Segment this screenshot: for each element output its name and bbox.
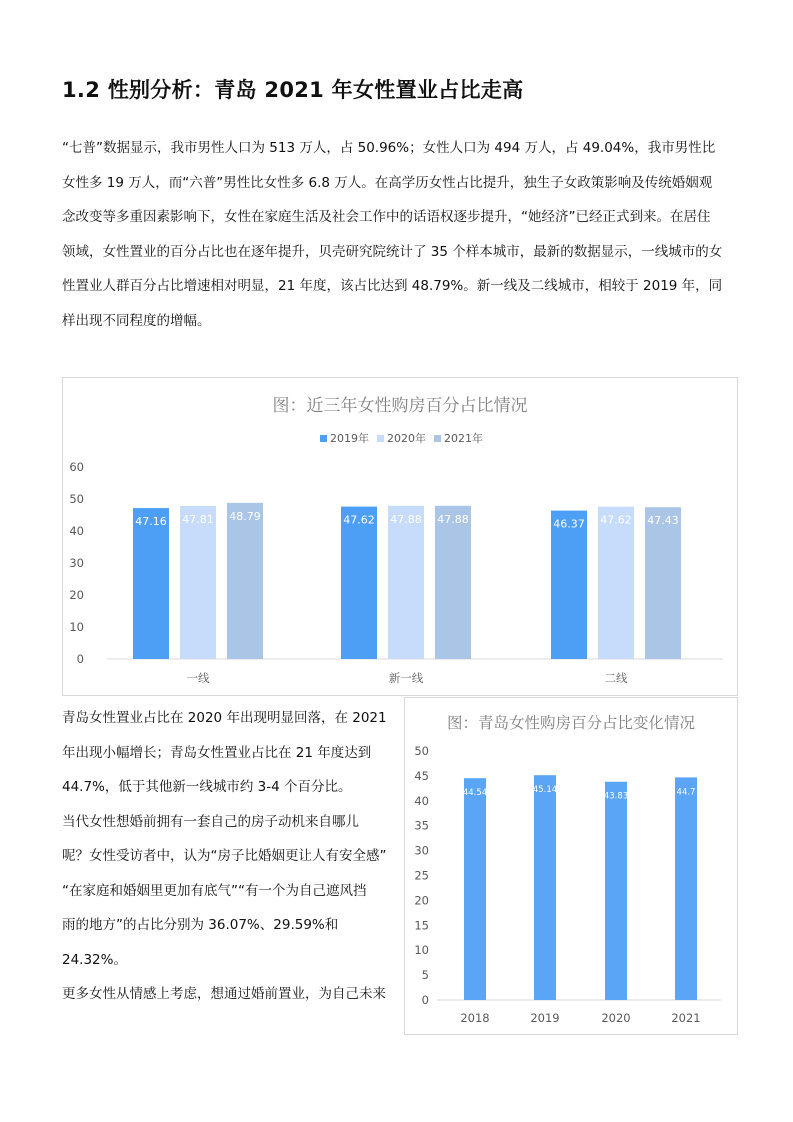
legend-swatch [434, 435, 441, 442]
y-tick-label: 30 [69, 556, 84, 570]
x-tick-label: 2021 [671, 1011, 701, 1025]
y-tick-label: 60 [69, 460, 84, 474]
y-tick-label: 45 [414, 768, 429, 783]
x-tick-label: 2019 [530, 1011, 560, 1025]
x-tick-label: 新一线 [388, 671, 424, 685]
data-label: 47.16 [135, 515, 167, 529]
bar [133, 508, 169, 659]
data-label: 47.88 [390, 512, 422, 526]
legend-label: 2019年 [330, 432, 369, 445]
side-paragraph [62, 701, 397, 1012]
data-label: 47.62 [600, 513, 632, 527]
data-label: 44.7 [676, 787, 696, 798]
side-line: 当代女性想婚前拥有一套自己的房子动机来自哪儿 [62, 813, 359, 830]
y-tick-label: 40 [69, 524, 84, 538]
side-line: 呢？女性受访者中，认为“房子比婚姻更让人有安全感” [62, 848, 387, 864]
x-tick-label: 2020 [601, 1011, 631, 1025]
side-line: 青岛女性置业占比在 2020 年出现明显回落，在 2021 [62, 710, 387, 726]
legend-label: 2021年 [444, 432, 483, 445]
chart-qingdao-female-purchase [404, 697, 738, 1035]
side-line: 雨的地方”的占比分别为 36.07%、29.59%和 24.32%。 [62, 917, 339, 968]
y-tick-label: 0 [76, 652, 84, 666]
y-tick-label: 20 [69, 588, 84, 602]
bar [435, 506, 471, 659]
x-tick-label: 一线 [186, 671, 210, 685]
data-label: 44.54 [462, 788, 488, 799]
data-label: 47.62 [343, 513, 375, 527]
y-tick-label: 15 [414, 918, 429, 933]
chart2-svg [405, 698, 737, 1034]
y-tick-label: 30 [414, 843, 429, 858]
y-tick-label: 25 [414, 868, 429, 883]
y-tick-label: 20 [414, 893, 429, 908]
chart-female-purchase-three-years [62, 377, 738, 696]
data-label: 47.88 [437, 512, 469, 526]
intro-line: 念改变等多重因素影响下，女性在家庭生活及社会工作中的话语权逐步提升，“她经济”已经正式到来。在居住 [62, 209, 711, 225]
side-line: 年出现小幅增长；青岛女性置业占比在 21 年度达到 [62, 744, 372, 761]
bar [464, 778, 486, 1000]
chart1-svg [63, 378, 737, 695]
side-line: 44.7%，低于其他新一线城市约 3-4 个百分比。 [62, 779, 352, 795]
y-tick-label: 50 [414, 744, 429, 758]
intro-line: 女性多 19 万人，而“六普”男性比女性多 6.8 万人。在高学历女性占比提升，独生子女政策影响及传统婚姻观 [62, 174, 713, 191]
bar [675, 777, 697, 1000]
data-label: 47.43 [647, 514, 679, 528]
intro-paragraph [62, 131, 737, 338]
intro-line: 性置业人群百分占比增速相对明显，21 年度，该占比达到 48.79%。新一线及二线城市，相较于 2019 年，同 [62, 278, 723, 294]
y-tick-label: 10 [69, 620, 84, 634]
bar [227, 503, 263, 659]
bar [180, 506, 216, 659]
chart-title: 图：近三年女性购房百分占比情况 [272, 396, 528, 416]
intro-line: “七普”数据显示，我市男性人口为 513 万人，占 50.96%；女性人口为 494 万人，占 49.04%，我市男性比 [62, 140, 716, 156]
side-line: 更多女性从情感上考虑，想通过婚前置业，为自己未来 [62, 986, 386, 1002]
legend-swatch [320, 435, 327, 442]
data-label: 48.79 [229, 509, 261, 523]
y-tick-label: 5 [421, 968, 429, 983]
data-label: 43.83 [603, 791, 629, 802]
y-tick-label: 50 [69, 492, 84, 506]
intro-line: 样出现不同程度的增幅。 [62, 312, 211, 329]
legend-label: 2020年 [387, 432, 426, 445]
x-tick-label: 2018 [460, 1011, 490, 1025]
bar [551, 511, 587, 659]
bar [534, 775, 556, 1000]
bar [605, 782, 627, 1000]
data-label: 47.81 [182, 513, 214, 527]
y-tick-label: 0 [421, 993, 429, 1007]
legend-swatch [377, 435, 384, 442]
y-tick-label: 10 [414, 943, 429, 958]
data-label: 46.37 [553, 517, 585, 531]
bar [598, 507, 634, 659]
y-tick-label: 40 [414, 793, 429, 808]
data-label: 45.14 [532, 785, 558, 796]
side-line: “在家庭和婚姻里更加有底气”“有一个为自己遮风挡 [62, 882, 367, 899]
bar [645, 507, 681, 659]
bar [388, 506, 424, 659]
bar [341, 507, 377, 659]
chart-title: 图：青岛女性购房百分占比变化情况 [446, 714, 696, 732]
intro-line: 领域，女性置业的百分占比也在逐年提升，贝壳研究院统计了 35 个样本城市，最新的数据显示，一线城市的女 [62, 243, 723, 260]
section-heading: 1.2 性别分析：青岛 2021 年女性置业占比走高 [62, 78, 524, 102]
y-tick-label: 35 [414, 818, 429, 833]
x-tick-label: 二线 [604, 671, 628, 685]
